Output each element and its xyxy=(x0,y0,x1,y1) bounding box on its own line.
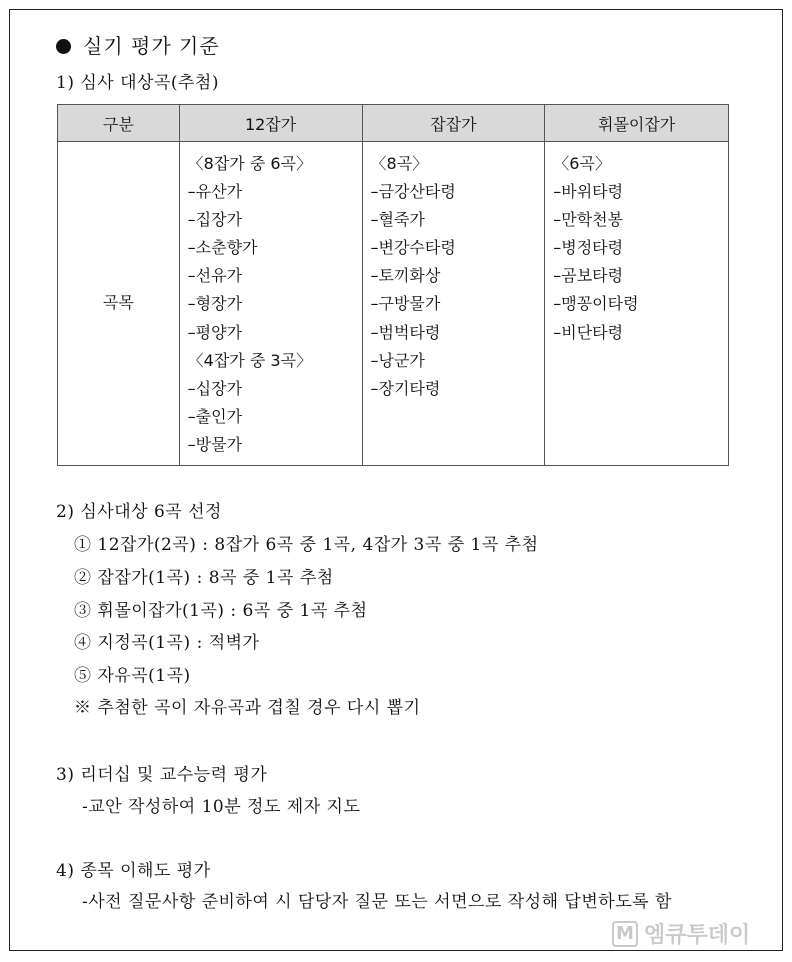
section3-detail: -교안 작성하여 10분 정도 제자 지도 xyxy=(82,797,361,817)
table-header-row xyxy=(58,105,729,142)
list-item: –바위타령 xyxy=(553,182,624,202)
header-japjapga: 잡잡가 xyxy=(362,105,545,142)
bullet-icon xyxy=(56,39,71,54)
list-item: –비단타령 xyxy=(553,322,624,342)
song-list-hwimori xyxy=(553,150,720,347)
list-item: –금강산타령 xyxy=(370,182,456,202)
page-title-text: 실기 평가 기준 xyxy=(83,34,220,58)
page-title xyxy=(56,30,220,59)
section1-heading: 1) 심사 대상곡(추첨) xyxy=(56,73,219,93)
watermark-logo xyxy=(612,918,750,949)
watermark-text: 엠큐투데이 xyxy=(644,923,751,948)
section4-detail: -사전 질문사항 준비하여 시 담당자 질문 또는 서면으로 작성해 답변하도록 함 xyxy=(82,892,672,912)
section4-heading: 4) 종목 이해도 평가 xyxy=(56,861,211,881)
header-hwimori: 휘몰이잡가 xyxy=(545,105,729,142)
list-item: –만학천봉 xyxy=(553,210,624,230)
list-item: –출인가 xyxy=(187,406,243,426)
selection-item: ③ 휘몰이잡가(1곡) : 6곡 중 1곡 추첨 xyxy=(74,601,368,621)
cell-japjapga xyxy=(362,142,545,466)
list-item: –형장가 xyxy=(187,294,243,314)
list-item: –낭군가 xyxy=(370,350,425,370)
selection-item: ② 잡잡가(1곡) : 8곡 중 1곡 추첨 xyxy=(74,568,334,588)
list-item: –유산가 xyxy=(187,182,243,202)
list-item: –곰보타령 xyxy=(553,266,624,286)
selection-item: ⑤ 자유곡(1곡) xyxy=(74,666,191,686)
list-item: –구방물가 xyxy=(370,294,441,314)
list-item: –변강수타령 xyxy=(370,238,456,258)
selection-item: ① 12잡가(2곡) : 8잡가 6곡 중 1곡, 4잡가 3곡 중 1곡 추첨 xyxy=(74,535,539,555)
song-list-12japga xyxy=(188,150,354,459)
list-item: –토끼화상 xyxy=(370,266,441,286)
list-item: 〈6곡〉 xyxy=(553,154,611,173)
list-item: –십장가 xyxy=(187,378,243,398)
list-item: –집장가 xyxy=(187,210,243,230)
list-item: –장기타령 xyxy=(370,378,441,398)
song-table xyxy=(57,104,729,466)
section2-heading: 2) 심사대상 6곡 선정 xyxy=(56,502,222,522)
table-row xyxy=(58,142,729,466)
list-item: 〈8곡〉 xyxy=(370,154,429,173)
header-category: 구분 xyxy=(58,105,180,142)
list-item: –방물가 xyxy=(187,434,243,454)
list-item: 〈4잡가 중 3곡〉 xyxy=(187,350,313,370)
list-item: –병정타령 xyxy=(553,238,624,258)
logo-icon: M xyxy=(612,921,638,947)
list-item: –혈죽가 xyxy=(370,210,425,230)
list-item: –소춘향가 xyxy=(187,238,258,258)
song-list-japjapga xyxy=(371,150,537,403)
list-item: –범벅타령 xyxy=(370,322,441,342)
cell-hwimori xyxy=(545,142,729,466)
list-item: 〈8잡가 중 6곡〉 xyxy=(187,154,313,173)
selection-item: ④ 지정곡(1곡) : 적벽가 xyxy=(74,633,260,653)
list-item: –맹꽁이타령 xyxy=(553,294,639,314)
cell-12japga xyxy=(179,142,362,466)
list-item: –평양가 xyxy=(187,322,243,342)
header-12japga: 12잡가 xyxy=(179,105,362,142)
section3-heading: 3) 리더십 및 교수능력 평가 xyxy=(56,765,268,785)
row-label: 곡목 xyxy=(58,142,180,466)
note-text: ※ 추첨한 곡이 자유곡과 겹칠 경우 다시 뽑기 xyxy=(74,698,421,718)
list-item: –선유가 xyxy=(187,266,243,286)
